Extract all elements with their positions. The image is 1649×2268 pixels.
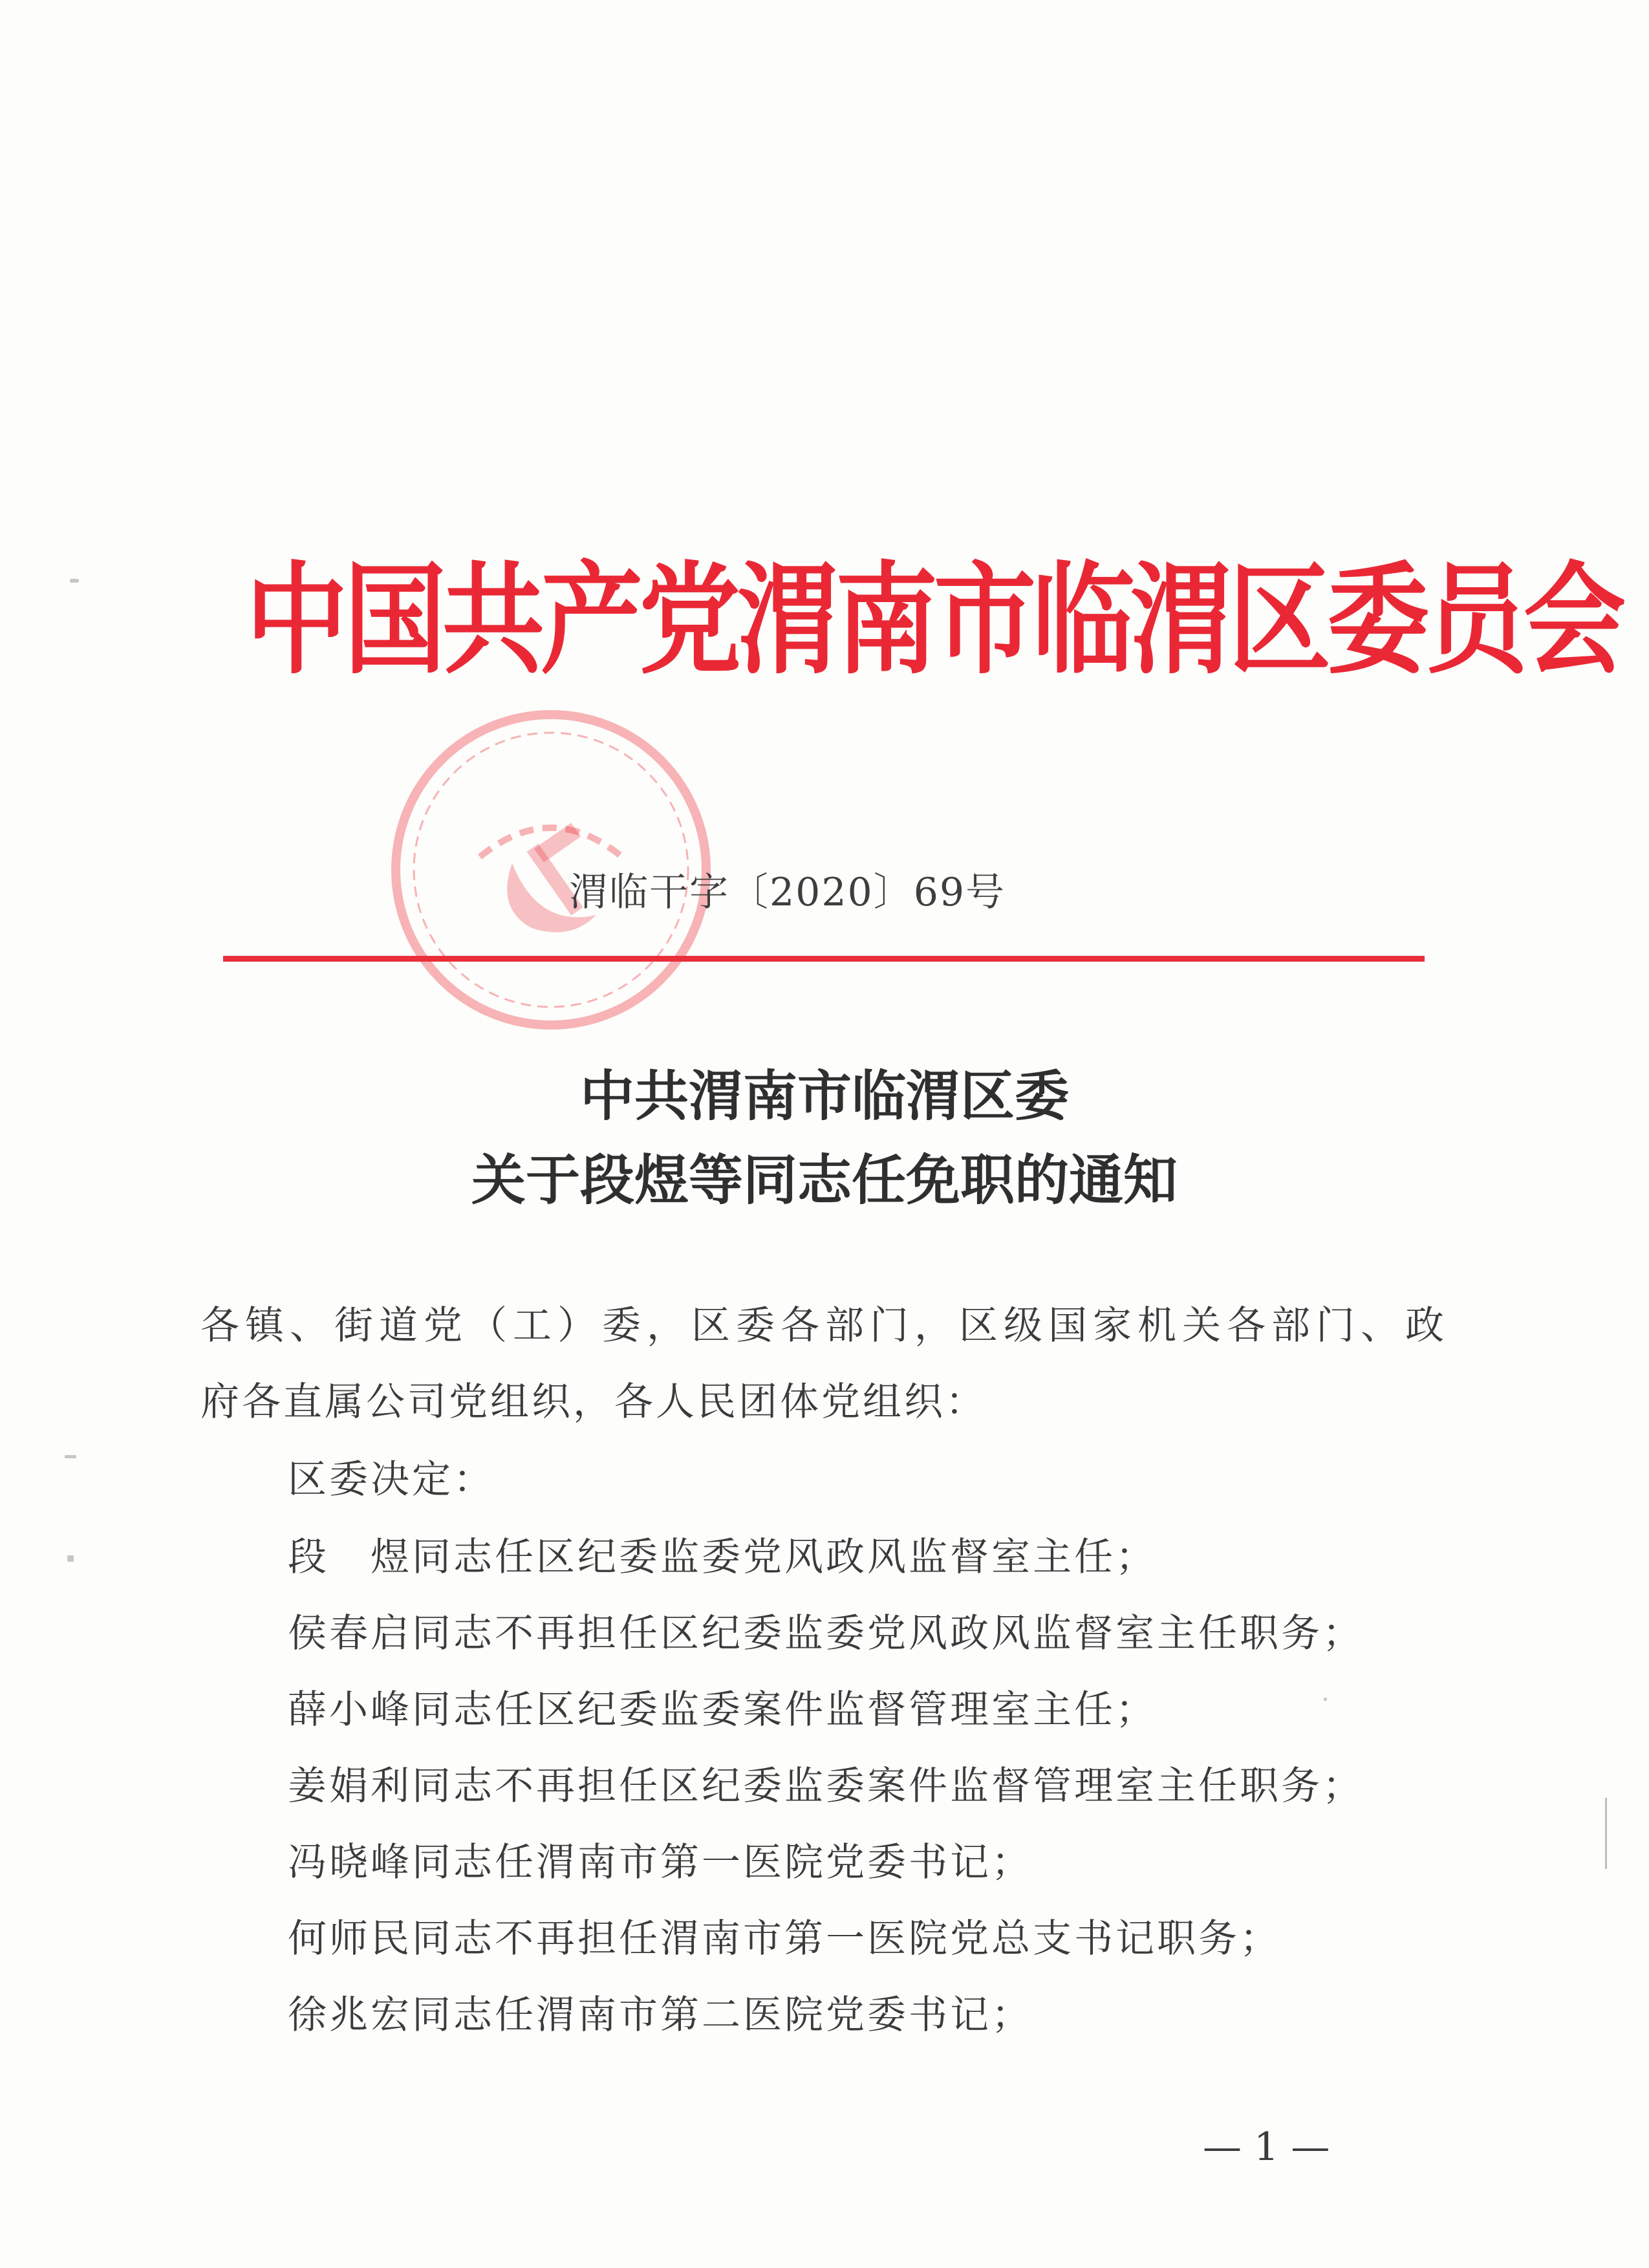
scan-speck <box>65 1455 76 1458</box>
appointment-item: 姜娟利同志不再担任区纪委监委案件监督管理室主任职务； <box>288 1764 1364 1809</box>
issuer-masthead: 中国共产党渭南市临渭区委员会 <box>246 550 1622 691</box>
scan-edge-mark <box>1605 1798 1607 1869</box>
page-number: — 1 — <box>1203 2124 1330 2170</box>
appointment-item: 侯春启同志不再担任区纪委监委党风政风监督室主任职务； <box>288 1611 1364 1656</box>
scan-speck <box>67 1555 74 1562</box>
red-divider-line <box>223 956 1425 962</box>
document-number: 渭临干字〔2020〕69号 <box>569 870 1006 915</box>
appointment-item: 冯晓峰同志任渭南市第一医院党委书记； <box>288 1840 1033 1885</box>
scan-speck <box>1324 1698 1327 1701</box>
decision-intro: 区委决定： <box>288 1457 495 1502</box>
addressee-line-1: 各镇、街道党（工）委，区委各部门，区级国家机关各部门、政 <box>200 1303 1450 1348</box>
notice-title-line-1: 中共渭南市临渭区委 <box>579 1064 1069 1128</box>
appointment-item: 何师民同志不再担任渭南市第一医院党总支书记职务； <box>288 1916 1281 1961</box>
appointment-item: 段 煜同志任区纪委监委党风政风监督室主任； <box>288 1535 1157 1580</box>
addressee-line-2: 府各直属公司党组织，各人民团体党组织： <box>200 1379 987 1425</box>
appointment-item: 薛小峰同志任区纪委监委案件监督管理室主任； <box>288 1687 1157 1733</box>
notice-title-line-2: 关于段煜等同志任免职的通知 <box>471 1148 1178 1212</box>
scan-speck <box>70 579 79 583</box>
appointment-item: 徐兆宏同志任渭南市第二医院党委书记； <box>288 1993 1033 2038</box>
